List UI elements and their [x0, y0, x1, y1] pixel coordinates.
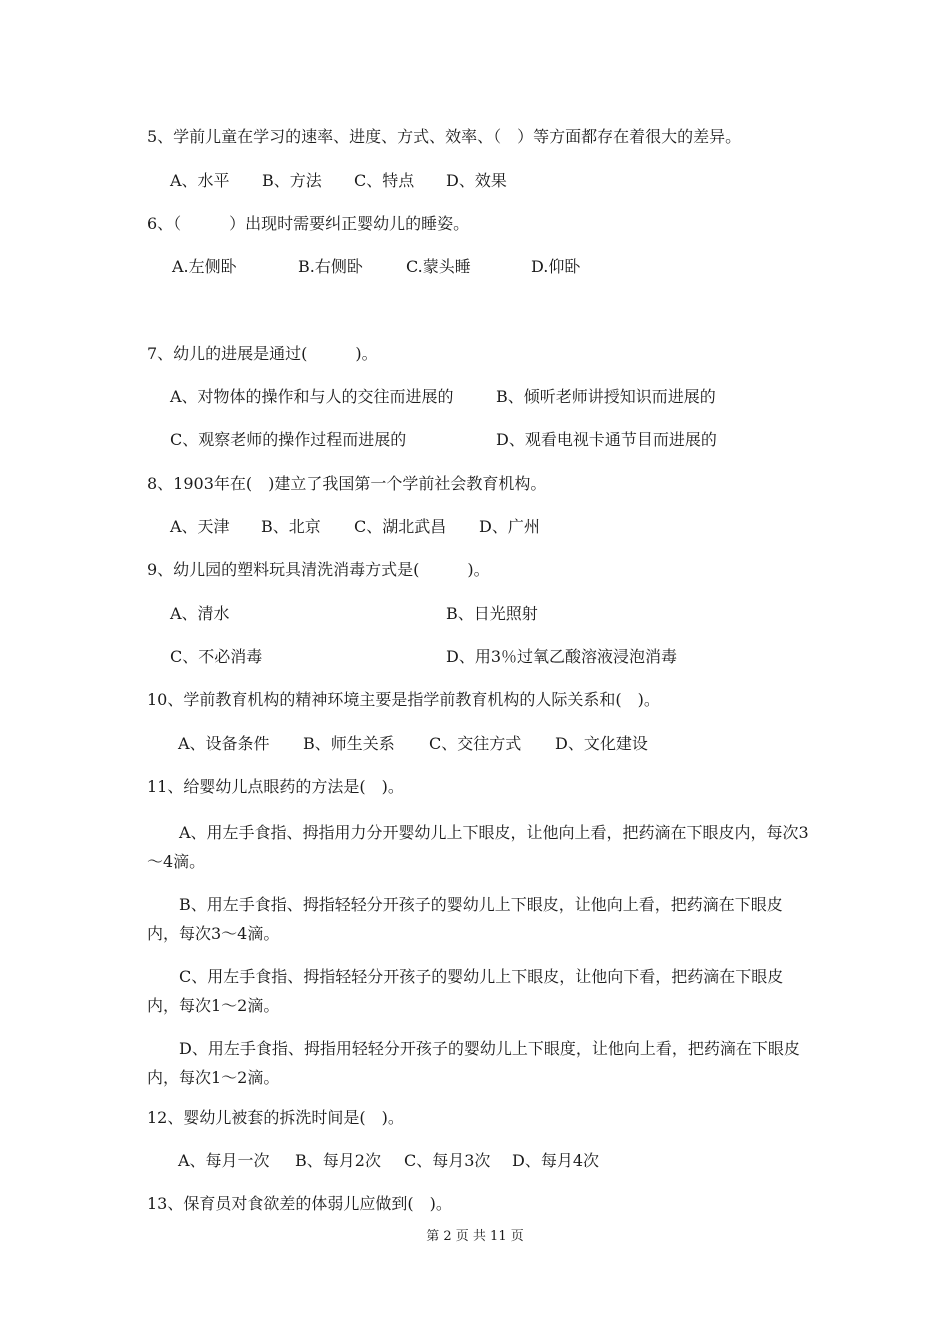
question-11-option-b: B、用左手食指、拇指轻轻分开孩子的婴幼儿上下眼皮，让他向上看，把药滴在下眼皮内，每次3～4滴。 — [147, 895, 783, 943]
question-12-option-a: A、每月一次 — [178, 1151, 270, 1170]
question-6-stem: 6、（ ）出现时需要纠正婴幼儿的睡姿。 — [147, 214, 470, 233]
question-12-option-d: D、每月4次 — [512, 1151, 600, 1170]
question-12-option-c: C、每月3次 — [404, 1151, 491, 1170]
question-12-option-b: B、每月2次 — [295, 1151, 381, 1170]
question-6-option-d: D.仰卧 — [531, 257, 581, 276]
question-7-option-d: D、观看电视卡通节目而进展的 — [496, 430, 717, 449]
question-11-option-c: C、用左手食指、拇指轻轻分开孩子的婴幼儿上下眼皮，让他向下看，把药滴在下眼皮内，每次1～2滴。 — [147, 967, 784, 1015]
question-9-option-c: C、不必消毒 — [170, 647, 263, 666]
question-7-option-c: C、观察老师的操作过程而进展的 — [170, 430, 407, 449]
question-11-option-d: D、用左手食指、拇指用轻轻分开孩子的婴幼儿上下眼度，让他向上看，把药滴在下眼皮内，每次1～2滴。 — [147, 1039, 800, 1087]
question-10-option-b: B、师生关系 — [303, 734, 395, 753]
question-12-stem: 12、婴幼儿被套的拆洗时间是( )。 — [147, 1108, 404, 1127]
question-5-option-d: D、效果 — [446, 171, 507, 190]
question-8-option-c: C、湖北武昌 — [354, 517, 447, 536]
question-5-option-b: B、方法 — [262, 171, 322, 190]
question-7-option-a: A、对物体的操作和与人的交往而进展的 — [170, 387, 454, 406]
question-8-stem: 8、1903年在( )建立了我国第一个学前社会教育机构。 — [147, 474, 547, 493]
question-11-stem: 11、给婴幼儿点眼药的方法是( )。 — [147, 777, 404, 796]
question-11-option-a: A、用左手食指、拇指用力分开婴幼儿上下眼皮，让他向上看，把药滴在下眼皮内，每次3～4滴。 — [147, 823, 809, 871]
question-10-option-a: A、设备条件 — [178, 734, 270, 753]
question-7-option-b: B、倾听老师讲授知识而进展的 — [496, 387, 716, 406]
question-9-stem: 9、幼儿园的塑料玩具清洗消毒方式是( )。 — [147, 560, 490, 579]
question-5-option-c: C、特点 — [354, 171, 415, 190]
page-footer: 第 2 页 共 11 页 — [426, 1229, 524, 1244]
question-5-option-a: A、水平 — [170, 171, 230, 190]
question-8-option-b: B、北京 — [261, 517, 321, 536]
question-13-stem: 13、保育员对食欲差的体弱儿应做到( )。 — [147, 1194, 452, 1213]
question-9-option-a: A、清水 — [170, 604, 230, 623]
question-8-option-a: A、天津 — [170, 517, 230, 536]
question-9-option-d: D、用3％过氧乙酸溶液浸泡消毒 — [446, 647, 678, 666]
question-6-option-b: B.右侧卧 — [298, 257, 363, 276]
question-6-option-c: C.蒙头睡 — [406, 257, 471, 276]
question-6-option-a: A.左侧卧 — [172, 257, 237, 276]
question-10-stem: 10、学前教育机构的精神环境主要是指学前教育机构的人际关系和( )。 — [147, 690, 660, 709]
question-8-option-d: D、广州 — [479, 517, 540, 536]
question-10-option-d: D、文化建设 — [555, 734, 648, 753]
question-7-stem: 7、幼儿的进展是通过( )。 — [147, 344, 378, 363]
question-10-option-c: C、交往方式 — [429, 734, 522, 753]
question-5-stem: 5、学前儿童在学习的速率、进度、方式、效率、（ ）等方面都存在着很大的差异。 — [147, 127, 742, 146]
question-9-option-b: B、日光照射 — [446, 604, 538, 623]
